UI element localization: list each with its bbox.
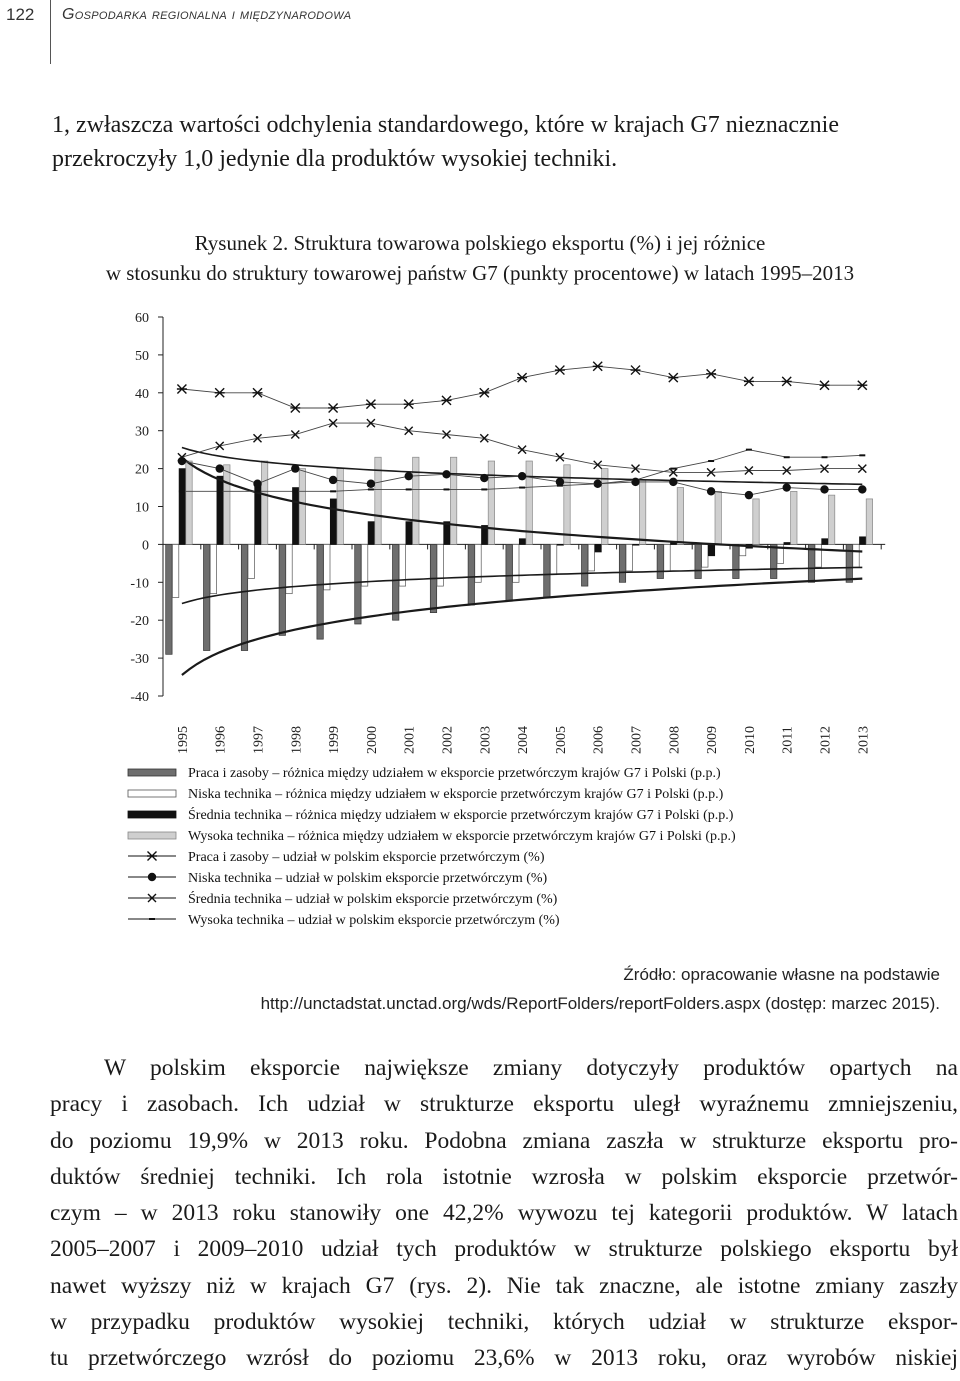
bar-black — [368, 522, 374, 545]
body-paragraph — [50, 1050, 958, 1377]
body-line-6: 2005–2007 i 2009–2010 udział tych produktów w strukturze polskiego eksportu był — [50, 1236, 958, 1263]
legend-entry: Wysoka technika – różnica między udziałem w eksporcie przetwórczym krajów G7 i Polski (p.p.) — [188, 829, 736, 844]
x-tick-label: 2000 — [364, 726, 380, 754]
marker-star — [479, 388, 489, 397]
marker-circle — [291, 464, 299, 472]
bar-light-gray — [639, 480, 645, 544]
y-tick-label: 60 — [135, 311, 149, 326]
bar-black — [860, 537, 866, 545]
bar-light-gray — [186, 461, 192, 544]
intro-paragraph — [52, 108, 952, 176]
bar-white — [172, 544, 178, 597]
running-head-text: Gospodarka regionalna i międzynarodowa — [62, 6, 352, 23]
bar-light-gray — [337, 469, 343, 545]
bar-white — [664, 544, 670, 571]
bar-dark-gray — [166, 544, 172, 654]
intro-line-2: przekroczyły 1,0 jedynie dla produktów wysokiej techniki. — [52, 146, 618, 172]
marker-x — [216, 442, 224, 450]
legend-entry: Średnia technika – udział w polskim eksporcie przetwórczym (%) — [188, 892, 558, 907]
bar-dark-gray — [657, 544, 663, 578]
bar-black — [217, 476, 223, 544]
x-tick-label: 2013 — [856, 726, 872, 754]
x-tick-label: 2004 — [516, 726, 532, 754]
marker-star — [177, 385, 187, 394]
marker-star — [555, 366, 565, 375]
y-tick-label: 10 — [135, 500, 149, 516]
y-tick-label: -30 — [130, 652, 149, 668]
legend-entry: Praca i zasoby – różnica między udziałem w eksporcie przetwórczym krajów G7 i Polski (p.p.) — [188, 766, 721, 781]
intro-line-1: 1, zwłaszcza wartości odchylenia standardowego, które w krajach G7 nieznacznie — [52, 112, 839, 138]
marker-star — [820, 381, 830, 390]
bar-white — [437, 544, 443, 586]
bar-black — [330, 499, 336, 544]
export-structure-chart — [0, 300, 960, 950]
y-tick-label: -10 — [130, 576, 149, 592]
source-line-1: Źródło: opracowanie własne na podstawie — [623, 965, 940, 984]
marker-star — [215, 388, 225, 397]
marker-circle — [707, 487, 715, 495]
legend-swatch-dark-gray — [128, 769, 176, 776]
legend-entry: Niska technika – różnica między udziałem w eksporcie przetwórczym krajów G7 i Polski (p.p.) — [188, 787, 724, 802]
legend-swatch-black — [128, 811, 176, 818]
series-line-x — [182, 423, 862, 472]
marker-x — [556, 453, 564, 461]
bar-white — [210, 544, 216, 593]
marker-circle — [216, 464, 224, 472]
body-line-3: do poziomu 19,9% w 2013 roku. Podobna zmiana zaszła w strukturze eksportu pro- — [50, 1127, 958, 1154]
bar-dark-gray — [695, 544, 701, 578]
y-tick-label: 30 — [135, 424, 149, 440]
y-tick-label: 50 — [135, 348, 149, 364]
bar-dark-gray — [544, 544, 550, 597]
bar-black — [179, 469, 185, 545]
marker-star — [366, 400, 376, 409]
bar-white — [513, 544, 519, 582]
bar-dark-gray — [393, 544, 399, 620]
marker-star — [706, 369, 716, 378]
bar-light-gray — [564, 465, 570, 545]
bar-dark-gray — [506, 544, 512, 601]
bar-black — [633, 544, 639, 545]
bar-black — [822, 539, 828, 545]
bar-light-gray — [677, 488, 683, 545]
bar-dark-gray — [733, 544, 739, 578]
bar-dark-gray — [582, 544, 588, 586]
marker-star — [744, 377, 754, 386]
marker-circle — [367, 480, 375, 488]
marker-star — [253, 388, 263, 397]
bar-white — [626, 544, 632, 571]
x-tick-label: 2001 — [402, 726, 418, 754]
x-tick-label: 2008 — [667, 726, 683, 754]
bar-black — [293, 488, 299, 545]
bar-light-gray — [602, 469, 608, 545]
x-tick-label: 2012 — [818, 726, 834, 754]
bar-dark-gray — [771, 544, 777, 578]
marker-circle — [820, 485, 828, 493]
x-tick-label: 2003 — [478, 726, 494, 754]
bar-dark-gray — [241, 544, 247, 650]
body-line-5: czym – w 2013 roku stanowiły one 42,2% wywozu tej kategorii produktów. W latach — [50, 1200, 958, 1227]
x-tick-label: 1999 — [327, 726, 343, 754]
bar-light-gray — [224, 465, 230, 545]
legend-entry: Praca i zasoby – udział w polskim eksporcie przetwórczym (%) — [188, 850, 545, 865]
bar-black — [708, 544, 714, 555]
header-divider — [50, 0, 51, 64]
bar-light-gray — [413, 457, 419, 544]
legend-entry: Niska technika – udział w polskim eksporcie przetwórczym (%) — [188, 871, 548, 886]
bar-black — [557, 544, 563, 545]
body-line-4: duktów średniej techniki. Ich rola istotnie wzrosła w polskim eksporcie przetwór- — [50, 1163, 958, 1190]
y-tick-label: -40 — [130, 690, 149, 705]
bar-white — [702, 544, 708, 567]
marker-circle — [442, 470, 450, 478]
figure-source — [100, 960, 940, 1018]
legend-entry: Wysoka technika – udział w polskim eksporcie przetwórczym (%) — [188, 913, 560, 928]
legend-entry: Średnia technika – różnica między udziałem w eksporcie przetwórczym krajów G7 i Polski (p.p.) — [188, 808, 734, 823]
marker-star — [517, 373, 527, 382]
caption-line-2: w stosunku do struktury towarowej państw G7 (punkty procentowe) w latach 1995–2013 — [105, 261, 855, 285]
y-tick-label: -20 — [130, 614, 149, 630]
marker-circle — [148, 873, 156, 881]
bar-white — [815, 544, 821, 567]
marker-circle — [518, 472, 526, 480]
marker-star — [631, 366, 641, 375]
bar-light-gray — [791, 491, 797, 544]
bar-dark-gray — [355, 544, 361, 624]
x-tick-label: 2009 — [705, 726, 721, 754]
y-tick-label: 20 — [135, 462, 149, 478]
bar-light-gray — [753, 499, 759, 544]
bar-dark-gray — [468, 544, 474, 605]
marker-star — [668, 373, 678, 382]
bar-white — [550, 544, 556, 574]
x-tick-label: 2002 — [440, 726, 456, 754]
marker-star — [442, 396, 452, 405]
marker-star — [328, 403, 338, 412]
marker-star — [147, 852, 157, 861]
marker-star — [857, 381, 867, 390]
marker-circle — [253, 480, 261, 488]
body-line-2: pracy i zasobach. Ich udział w strukturze eksportu uległ wyraźnemu zmniejszeniu, — [50, 1091, 958, 1118]
bar-white — [248, 544, 254, 578]
body-line-1: W polskim eksporcie największe zmiany dotyczyły produktów opartych na — [104, 1055, 958, 1081]
marker-star — [404, 400, 414, 409]
marker-star — [593, 362, 603, 371]
x-tick-label: 2011 — [780, 726, 796, 754]
bar-light-gray — [261, 461, 267, 544]
bar-white — [853, 544, 859, 567]
marker-circle — [669, 478, 677, 486]
marker-star — [782, 377, 792, 386]
bar-black — [784, 543, 790, 545]
figure-caption — [20, 228, 940, 288]
bar-dark-gray — [279, 544, 285, 635]
bar-light-gray — [866, 499, 872, 544]
marker-circle — [405, 472, 413, 480]
marker-circle — [480, 474, 488, 482]
caption-line-1: Rysunek 2. Struktura towarowa polskiego eksportu (%) i jej różnice — [194, 231, 766, 255]
body-line-8: w przypadku produktów wysokiej techniki, których udział w strukturze ekspor- — [50, 1309, 958, 1336]
x-tick-label: 2007 — [629, 726, 645, 754]
series-line-star — [182, 366, 862, 408]
body-line-7: nawet wyższy niż w krajach G7 (rys. 2). Nie tak znaczne, ale istotne zmiany zaszły — [50, 1272, 958, 1299]
x-tick-label: 1996 — [213, 726, 229, 754]
bar-light-gray — [828, 495, 834, 544]
bar-black — [595, 544, 601, 552]
bar-dark-gray — [619, 544, 625, 582]
source-line-2: http://unctadstat.unctad.org/wds/ReportFolders/reportFolders.aspx (dostęp: marzec 2015). — [260, 994, 940, 1013]
bar-light-gray — [450, 457, 456, 544]
legend-swatch-white — [128, 790, 176, 797]
x-tick-label: 1995 — [175, 726, 191, 754]
y-tick-label: 40 — [135, 386, 149, 402]
running-head — [62, 6, 351, 24]
y-tick-label: 0 — [142, 538, 149, 554]
x-tick-label: 1998 — [289, 726, 305, 754]
body-line-9: tu przetwórczego wzrósł do poziomu 23,6% w 2013 roku, oraz wyrobów niskiej — [50, 1345, 958, 1372]
bar-light-gray — [715, 491, 721, 544]
bar-light-gray — [299, 469, 305, 545]
bar-light-gray — [488, 461, 494, 544]
marker-circle — [745, 491, 753, 499]
page-header — [0, 0, 960, 62]
bar-black — [519, 539, 525, 545]
x-tick-label: 2010 — [742, 726, 758, 754]
trendline — [182, 458, 862, 552]
bar-black — [406, 522, 412, 545]
bar-white — [324, 544, 330, 589]
x-tick-label: 2005 — [553, 726, 569, 754]
marker-circle — [858, 485, 866, 493]
marker-circle — [783, 483, 791, 491]
bar-white — [361, 544, 367, 586]
marker-x — [518, 446, 526, 454]
bar-white — [588, 544, 594, 571]
x-tick-label: 2006 — [591, 726, 607, 754]
x-tick-label: 1997 — [251, 726, 267, 754]
legend-swatch-light-gray — [128, 832, 176, 839]
marker-circle — [329, 476, 337, 484]
page-number: 122 — [6, 5, 35, 24]
marker-star — [290, 403, 300, 412]
